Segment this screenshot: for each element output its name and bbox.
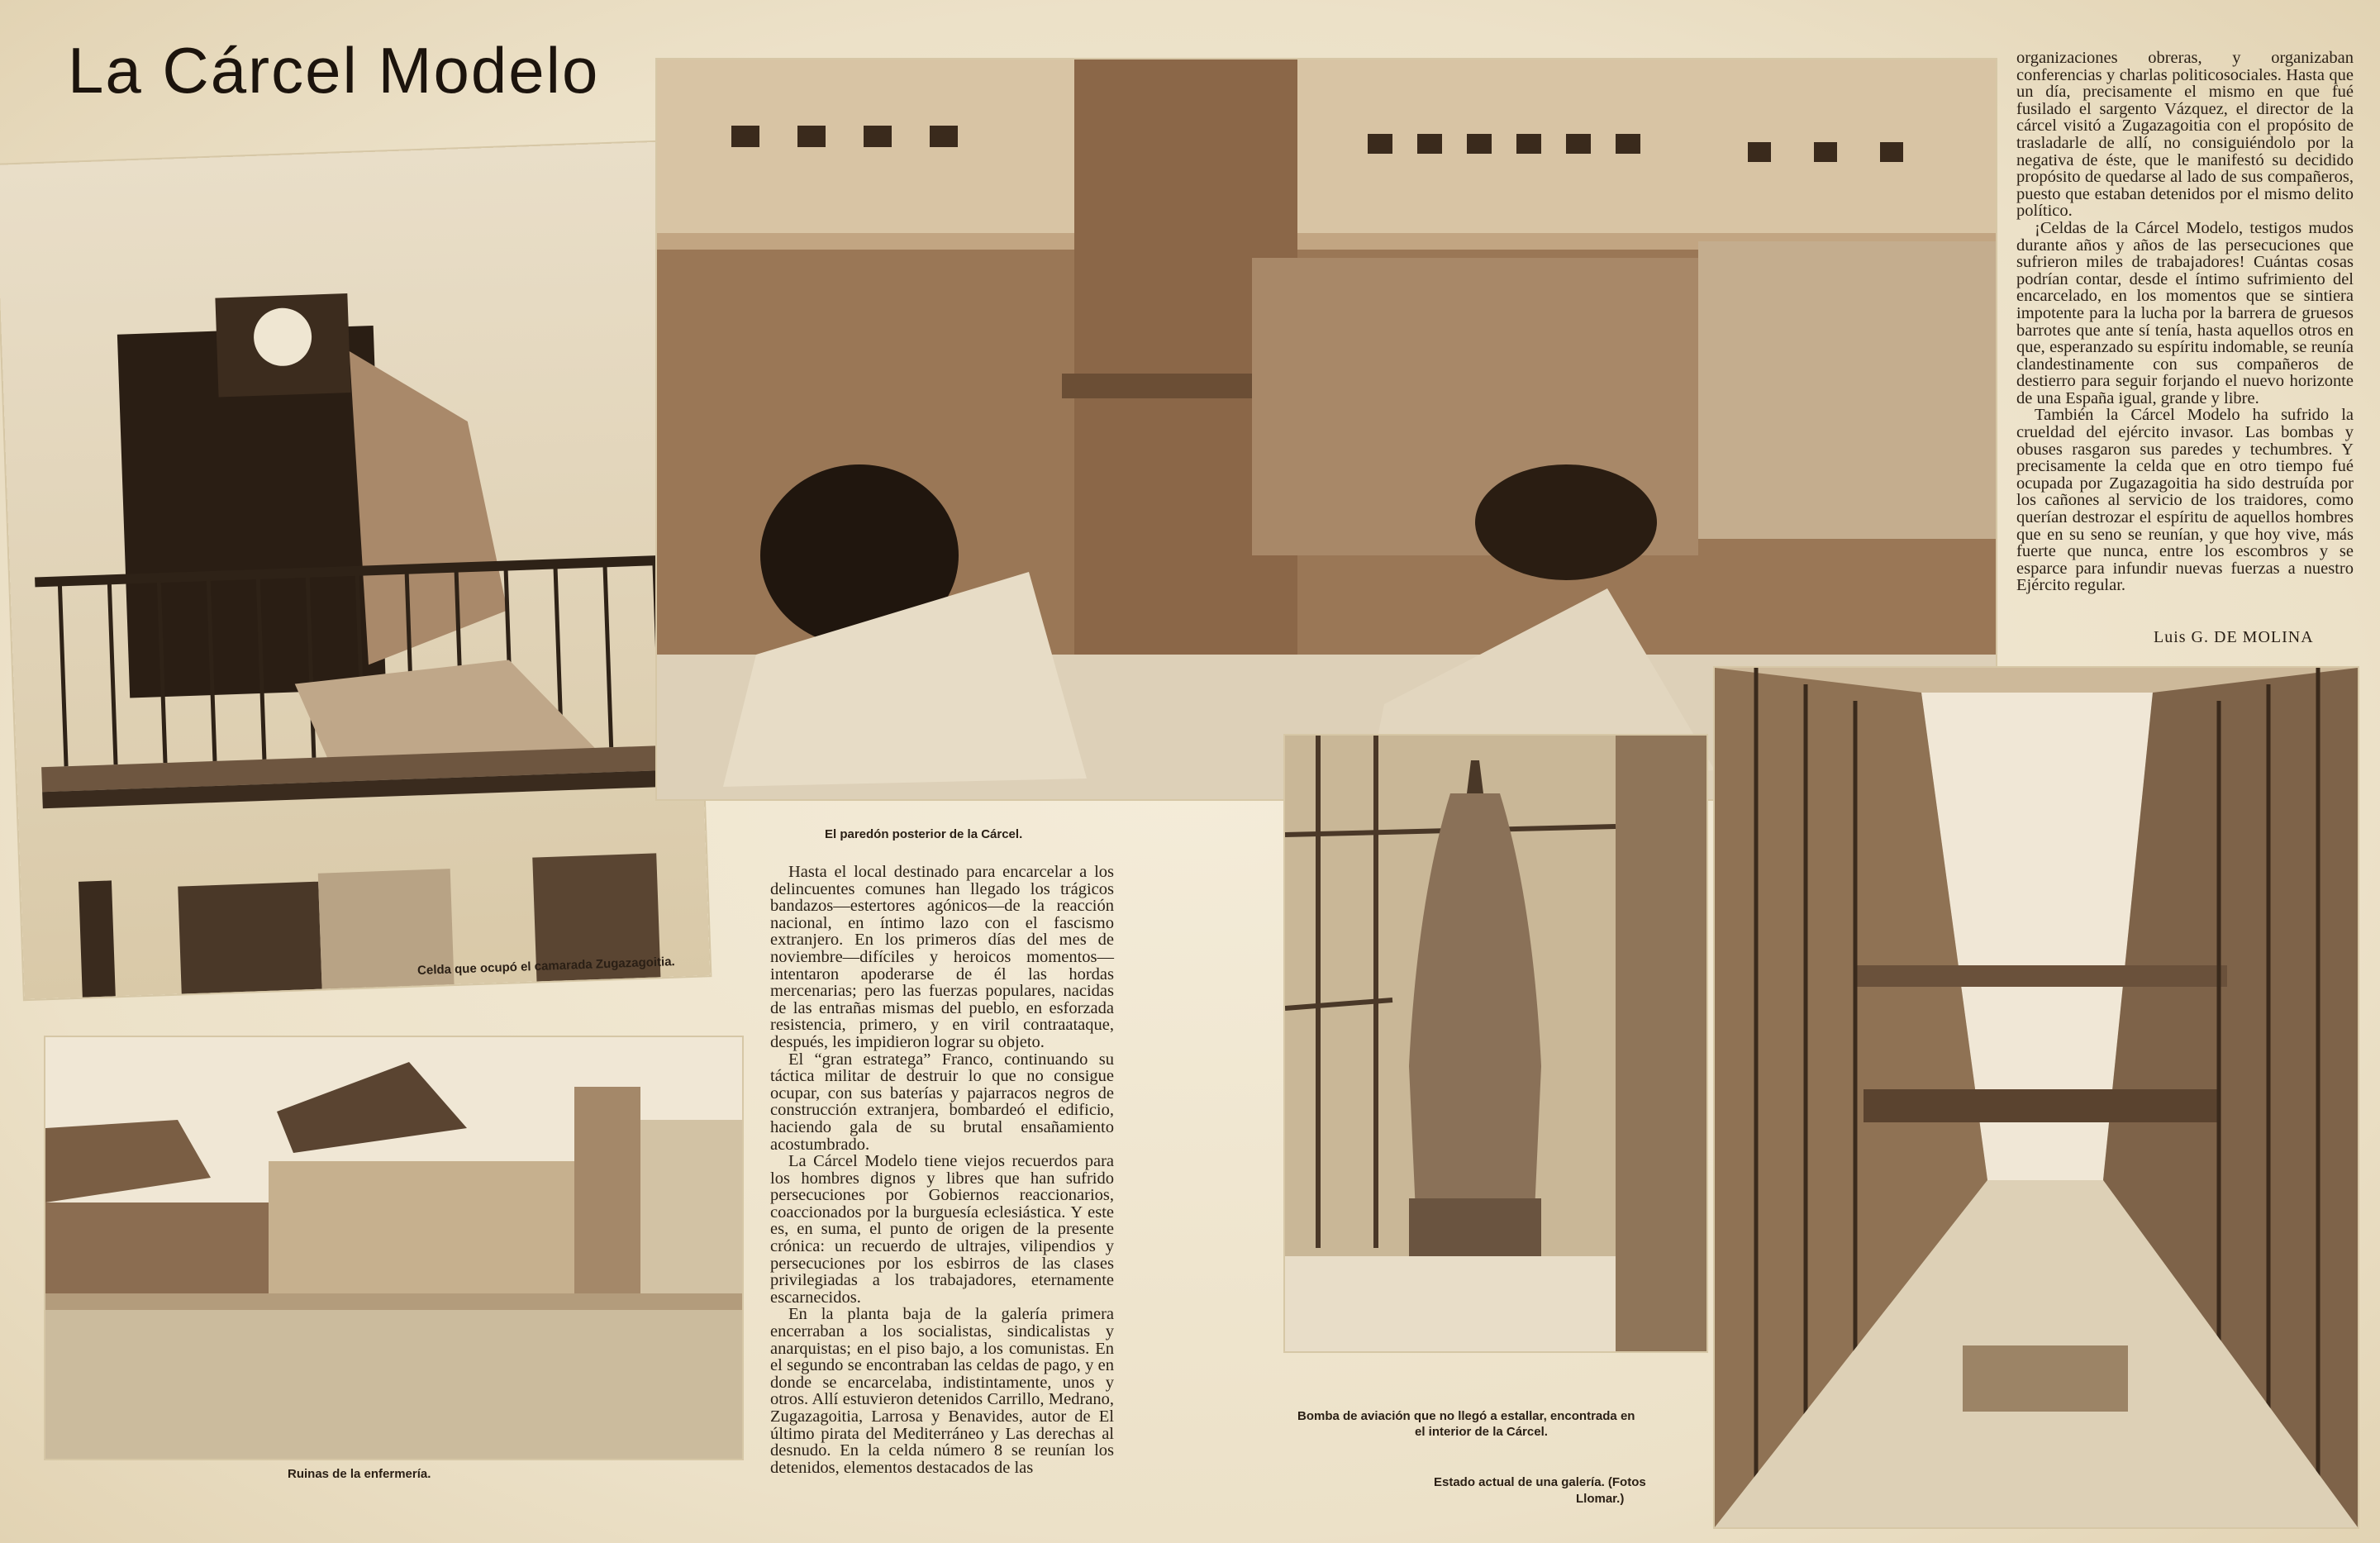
cell-photo-caption: Celda que ocupó el camarada Zugazagoitia.: [416, 955, 675, 978]
article-title: La Cárcel Modelo: [68, 34, 600, 107]
article-body-center-column: [770, 864, 1114, 1476]
paragraph: Hasta el local destinado para encarcelar a los delincuentes comunes han llegado los trágicos bandazos—estertores agónicos—de la reacción nacional, en íntimo lazo con el fascismo extranjero. En los primeros días del mes de noviembre—difíciles y heroicos momentos—intentaron apoderarse de él las hordas mercenarias; pero las fuerzas populares, nacidas de las entrañas mismas del pueblo, en esforzada resistencia, primero, y en viril contraataque, después, les impidieron lograr su objeto.: [770, 863, 1114, 1051]
paragraph: El “gran estratega” Franco, continuando su táctica militar de destruir lo que no consigue ocupar, con sus baterías y pajarracos negros de construcción extranjera, bombardeó el edificio, haciendo gala de su brutal ensañamiento acostumbrado.: [770, 1050, 1114, 1154]
bomb-photo: [1285, 736, 1706, 1351]
article-body-right-column: [2016, 50, 2354, 594]
paragraph: ¡Celdas de la Cárcel Modelo, testigos mudos durante años y años de las persecuciones que sufrieron miles de trabajadores! Cuántas cosas podrían contar, desde el íntimo sufrimiento del encarcelado, en los momentos que se sintiera impotente para la lucha por la barrera de gruesos barrotes que ante sí tenía, hasta aquellos otros en que, esperanzado su espíritu indomable, se reunía clandestinamente con sus compañeros de destierro para seguir forjando el nuevo horizonte de una España igual, grande y libre.: [2016, 218, 2354, 407]
gallery-photo-caption-line-1: Estado actual de una galería. (Fotos: [1434, 1475, 1646, 1489]
infirmary-photo: [45, 1037, 742, 1459]
bomb-photo-caption-line-1: Bomba de aviación que no llegó a estallar, encontrada en: [1297, 1409, 1635, 1423]
paragraph: En la planta baja de la galería primera encerraban a los socialistas, sindicalistas y anarquistas; en el piso bajo, a los comunistas. En el segundo se encontraban las celdas de pago, y en donde se encarcelaba, indistintamente, unos y otros. Allí estuvieron detenidos Carrillo, Medrano, Zugazagoitia, Larrosa y Benavides, autor de El último pirata del Mediterráneo y Las derechas al desnudo. En la celda número 8 se reunían los detenidos, elementos destacados de las: [770, 1305, 1114, 1477]
wall-photo-caption: El paredón posterior de la Cárcel.: [825, 827, 1023, 841]
gallery-photo-caption-line-2: Llomar.): [1576, 1492, 1625, 1506]
paragraph: La Cárcel Modelo tiene viejos recuerdos para los hombres dignos y libres que han sufrido persecuciones por Gobiernos reaccionarios, coaccionados por la burguesía eclesiástica. Y este es, en suma, el punto de origen de la presente crónica: un recuerdo de ultrajes, vilipendios y persecuciones por los esbirros de las clases privilegiadas a los trabajadores, eternamente escarnecidos.: [770, 1152, 1114, 1307]
paragraph: organizaciones obreras, y organizaban conferencias y charlas politicosociales. Hasta que un día, precisamente el mismo en que fué fusilado el sargento Vázquez, el director de la cárcel visitó a Zugazagoitia con el propósito de trasladarle de allí, no consiguiéndolo por la negativa de éste, que le manifestó su decidido propósito de quedarse al lado de sus compañeros, puesto que estaban detenidos por el mismo delito político.: [2016, 49, 2354, 221]
paragraph: También la Cárcel Modelo ha sufrido la crueldad del ejército invasor. Las bombas y obuses rasgaron sus paredes y techumbres. Y precisamente la celda que en otro tiempo fué ocupada por Zugazagoitia ha sido destruída por los cañones al servicio de los traidores, como querían destrozar el espíritu de aquellos hombres que en su seno se reunían, y que hoy vive, más fuerte que nunca, entre los escombros y se esparce para infundir nuevas fuerzas a nuestro Ejército regular.: [2016, 406, 2354, 595]
gallery-photo: [1715, 668, 2358, 1527]
author-byline: Luis G. DE MOLINA: [2154, 628, 2314, 646]
infirmary-photo-caption: Ruinas de la enfermería.: [288, 1467, 431, 1481]
bomb-photo-caption-line-2: el interior de la Cárcel.: [1415, 1425, 1548, 1439]
cell-photo: [0, 141, 710, 999]
